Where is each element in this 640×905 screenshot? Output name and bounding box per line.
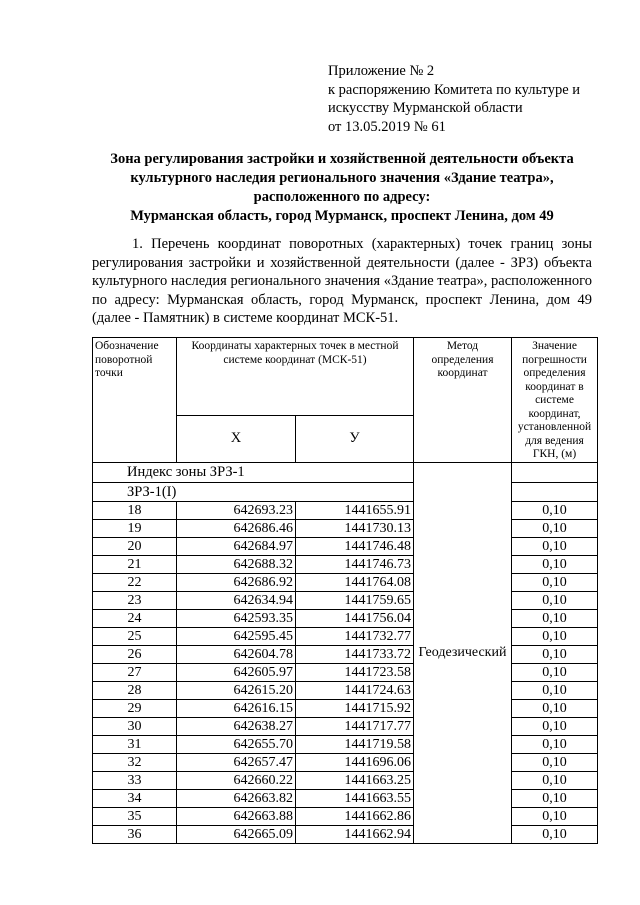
title-line-2: культурного наследия регионального значения «Здание театра», xyxy=(130,170,554,186)
table-row xyxy=(93,537,598,555)
point-id: 23 xyxy=(93,591,177,609)
accuracy-value: 0,10 xyxy=(512,735,598,753)
coord-y: 1441715.92 xyxy=(296,699,414,717)
coord-y: 1441655.91 xyxy=(296,501,414,519)
coord-x: 642663.88 xyxy=(177,807,296,825)
coord-x: 642604.78 xyxy=(177,645,296,663)
point-id: 27 xyxy=(93,663,177,681)
coord-x: 642660.22 xyxy=(177,771,296,789)
table-row xyxy=(93,573,598,591)
point-id: 24 xyxy=(93,609,177,627)
table-row xyxy=(93,753,598,771)
header-x: X xyxy=(177,415,296,462)
method-cell: Геодезический xyxy=(414,462,512,843)
table-row xyxy=(93,627,598,645)
coord-x: 642595.45 xyxy=(177,627,296,645)
point-id: 21 xyxy=(93,555,177,573)
accuracy-value: 0,10 xyxy=(512,807,598,825)
table-row xyxy=(93,789,598,807)
coord-x: 642638.27 xyxy=(177,717,296,735)
coord-x: 642615.20 xyxy=(177,681,296,699)
point-id: 25 xyxy=(93,627,177,645)
zone-index: Индекс зоны ЗРЗ-1 xyxy=(93,462,414,482)
point-id: 22 xyxy=(93,573,177,591)
title-line-4: Мурманская область, город Мурманск, проспект Ленина, дом 49 xyxy=(130,208,554,224)
table-row xyxy=(93,717,598,735)
header-method: Метод определения координат xyxy=(414,338,512,463)
coord-y: 1441717.77 xyxy=(296,717,414,735)
table-row xyxy=(93,555,598,573)
accuracy-value: 0,10 xyxy=(512,555,598,573)
accuracy-value: 0,10 xyxy=(512,591,598,609)
annex-header xyxy=(328,62,628,136)
table-row xyxy=(93,591,598,609)
coord-y: 1441756.04 xyxy=(296,609,414,627)
coord-y: 1441663.55 xyxy=(296,789,414,807)
point-id: 26 xyxy=(93,645,177,663)
accuracy-value: 0,10 xyxy=(512,573,598,591)
coord-y: 1441696.06 xyxy=(296,753,414,771)
point-id: 32 xyxy=(93,753,177,771)
document-title xyxy=(92,150,592,226)
accuracy-value: 0,10 xyxy=(512,681,598,699)
table-row xyxy=(93,501,598,519)
accuracy-value: 0,10 xyxy=(512,753,598,771)
annex-authority: искусству Мурманской области xyxy=(328,100,523,116)
table-row xyxy=(93,825,598,843)
intro-paragraph: 1. Перечень координат поворотных (характерных) точек границ зоны регулирования застройки и хозяйственной деятельности (далее - ЗРЗ) объекта культурного наследия регионального значения «Здание театра», расположенного по адресу: Мурманская область, город Мурманск, проспект Ленина, дом 49 (далее - Памятник) в системе координат МСК-51. xyxy=(92,236,592,326)
coord-y: 1441730.13 xyxy=(296,519,414,537)
annex-date: от 13.05.2019 № 61 xyxy=(328,118,446,135)
zone-sub: ЗРЗ-1(I) xyxy=(93,482,414,501)
accuracy-value: 0,10 xyxy=(512,645,598,663)
annex-number: Приложение № 2 xyxy=(328,63,435,79)
coord-y: 1441733.72 xyxy=(296,645,414,663)
point-id: 19 xyxy=(93,519,177,537)
table-row xyxy=(93,735,598,753)
coord-x: 642655.70 xyxy=(177,735,296,753)
accuracy-value: 0,10 xyxy=(512,717,598,735)
coord-x: 642686.46 xyxy=(177,519,296,537)
point-id: 33 xyxy=(93,771,177,789)
point-id: 29 xyxy=(93,699,177,717)
table-row xyxy=(93,807,598,825)
coord-x: 642686.92 xyxy=(177,573,296,591)
header-coordinates: Координаты характерных точек в местной системе координат (МСК-51) xyxy=(177,338,414,416)
point-id: 35 xyxy=(93,807,177,825)
accuracy-value: 0,10 xyxy=(512,609,598,627)
point-id: 31 xyxy=(93,735,177,753)
accuracy-value: 0,10 xyxy=(512,663,598,681)
zone-index-accuracy-empty xyxy=(512,462,598,482)
title-line-1: Зона регулирования застройки и хозяйственной деятельности объекта xyxy=(110,151,574,167)
table-row xyxy=(93,519,598,537)
table-header-row xyxy=(93,338,598,416)
accuracy-value: 0,10 xyxy=(512,537,598,555)
point-id: 30 xyxy=(93,717,177,735)
header-y: У xyxy=(296,415,414,462)
coord-y: 1441719.58 xyxy=(296,735,414,753)
title-line-3: расположенного по адресу: xyxy=(253,189,431,205)
header-point: Обозначение поворотной точки xyxy=(93,338,177,463)
accuracy-value: 0,10 xyxy=(512,699,598,717)
zone-sub-accuracy-empty xyxy=(512,482,598,501)
accuracy-value: 0,10 xyxy=(512,519,598,537)
accuracy-value: 0,10 xyxy=(512,627,598,645)
table-row xyxy=(93,681,598,699)
point-id: 18 xyxy=(93,501,177,519)
table-row xyxy=(93,699,598,717)
table-row xyxy=(93,645,598,663)
coord-y: 1441764.08 xyxy=(296,573,414,591)
zone-sub-row xyxy=(93,482,598,501)
coord-x: 642665.09 xyxy=(177,825,296,843)
coord-y: 1441732.77 xyxy=(296,627,414,645)
zone-index-row xyxy=(93,462,598,482)
coord-y: 1441723.58 xyxy=(296,663,414,681)
accuracy-value: 0,10 xyxy=(512,825,598,843)
point-id: 34 xyxy=(93,789,177,807)
coord-x: 642663.82 xyxy=(177,789,296,807)
coord-x: 642605.97 xyxy=(177,663,296,681)
coord-x: 642657.47 xyxy=(177,753,296,771)
coord-y: 1441662.86 xyxy=(296,807,414,825)
coord-x: 642634.94 xyxy=(177,591,296,609)
coord-y: 1441663.25 xyxy=(296,771,414,789)
coord-x: 642616.15 xyxy=(177,699,296,717)
point-id: 36 xyxy=(93,825,177,843)
table-row xyxy=(93,609,598,627)
coordinates-table xyxy=(92,337,598,844)
coord-y: 1441724.63 xyxy=(296,681,414,699)
header-accuracy: Значение погрешности определения координат в системе координат, установленной для ведения ГКН, (м) xyxy=(512,338,598,463)
coord-x: 642593.35 xyxy=(177,609,296,627)
coord-y: 1441746.73 xyxy=(296,555,414,573)
point-id: 28 xyxy=(93,681,177,699)
coord-x: 642688.32 xyxy=(177,555,296,573)
accuracy-value: 0,10 xyxy=(512,789,598,807)
table-row xyxy=(93,663,598,681)
accuracy-value: 0,10 xyxy=(512,501,598,519)
coord-x: 642684.97 xyxy=(177,537,296,555)
table-row xyxy=(93,771,598,789)
coord-y: 1441759.65 xyxy=(296,591,414,609)
accuracy-value: 0,10 xyxy=(512,771,598,789)
coord-y: 1441662.94 xyxy=(296,825,414,843)
coord-y: 1441746.48 xyxy=(296,537,414,555)
annex-order-ref: к распоряжению Комитета по культуре и xyxy=(328,81,581,98)
coord-x: 642693.23 xyxy=(177,501,296,519)
point-id: 20 xyxy=(93,537,177,555)
